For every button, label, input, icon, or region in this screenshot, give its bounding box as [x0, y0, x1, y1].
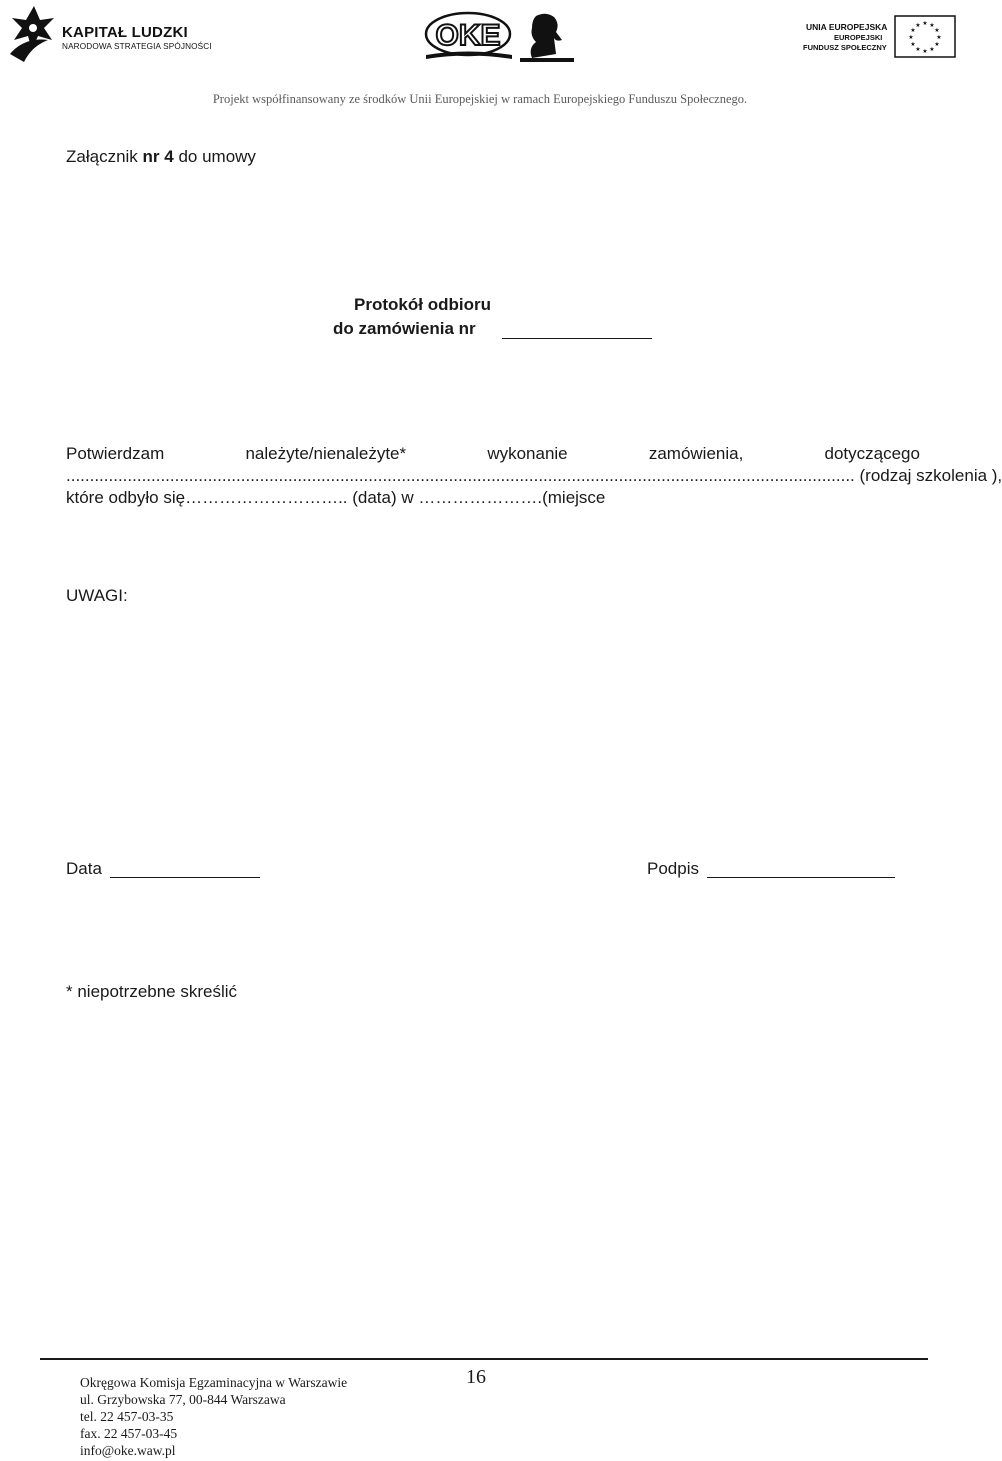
page-number: 16: [466, 1366, 486, 1388]
svg-text:★: ★: [915, 22, 921, 29]
svg-text:★: ★: [910, 27, 916, 34]
training-type-blank: ......................................................................................................................................................................: [66, 466, 851, 485]
eu-logo-line2: EUROPEJSKI: [834, 33, 883, 42]
confirmation-word: dotyczącego: [824, 444, 920, 463]
eu-flag-icon: [894, 15, 956, 58]
svg-text:★: ★: [908, 34, 914, 41]
confirmation-word: zamówienia,: [648, 444, 744, 463]
date-blank: [110, 877, 260, 878]
training-type-label: . (rodzaj szkolenia ),: [850, 466, 1002, 485]
signature-blank: [707, 877, 895, 878]
footer-divider: [40, 1358, 928, 1360]
svg-text:★: ★: [936, 34, 942, 41]
svg-text:★: ★: [934, 27, 940, 34]
svg-text:★: ★: [929, 22, 935, 29]
confirmation-line-3: które odbyło się……………………….. (data) w ………………….(miejsce: [66, 488, 606, 507]
annex-heading: [66, 147, 256, 167]
svg-text:★: ★: [915, 46, 921, 53]
confirmation-line-1: [66, 443, 920, 465]
signature-label: Podpis: [647, 859, 699, 878]
svg-text:★: ★: [910, 41, 916, 48]
kapital-ludzki-name: KAPITAŁ LUDZKI: [62, 24, 188, 41]
confirmation-word: należyte/nienależyte*: [245, 444, 407, 463]
annex-number: nr 4: [142, 147, 174, 166]
confirmation-line-2: [66, 465, 1002, 487]
footer-org: Okręgowa Komisja Egzaminacyjna w Warszawie: [80, 1375, 348, 1390]
oke-logo-text: OKE: [435, 19, 501, 52]
eu-logo-line1: UNIA EUROPEJSKA: [806, 22, 888, 32]
confirmation-word: Potwierdzam: [66, 444, 165, 463]
remarks-label: UWAGI:: [66, 586, 128, 605]
annex-prefix: Załącznik: [66, 147, 143, 166]
svg-text:★: ★: [922, 48, 928, 55]
oke-logo-icon: [424, 8, 576, 64]
footer-email: info@oke.waw.pl: [80, 1443, 176, 1458]
svg-text:★: ★: [922, 20, 928, 27]
svg-text:★: ★: [934, 41, 940, 48]
footer-fax: fax. 22 457-03-45: [80, 1426, 178, 1441]
order-number-label: do zamówienia nr: [333, 319, 476, 338]
protocol-title: Protokół odbioru: [354, 295, 491, 314]
confirmation-word: wykonanie: [487, 444, 568, 463]
footer-address: ul. Grzybowska 77, 00-844 Warszawa: [80, 1392, 286, 1407]
kapital-ludzki-subtitle: NARODOWA STRATEGIA SPÓJNOŚCI: [62, 42, 212, 51]
footnote: * niepotrzebne skreślić: [66, 982, 238, 1001]
annex-suffix: do umowy: [173, 147, 256, 166]
project-cofinancing-line: Projekt współfinansowany ze środków Unii Europejskiej w ramach Europejskiego Funduszu Społecznego.: [212, 92, 748, 106]
date-label: Data: [66, 859, 102, 878]
eu-logo-line3: FUNDUSZ SPOŁECZNY: [803, 43, 887, 52]
svg-text:★: ★: [929, 46, 935, 53]
order-number-blank: [502, 338, 652, 339]
footer-tel: tel. 22 457-03-35: [80, 1409, 174, 1424]
